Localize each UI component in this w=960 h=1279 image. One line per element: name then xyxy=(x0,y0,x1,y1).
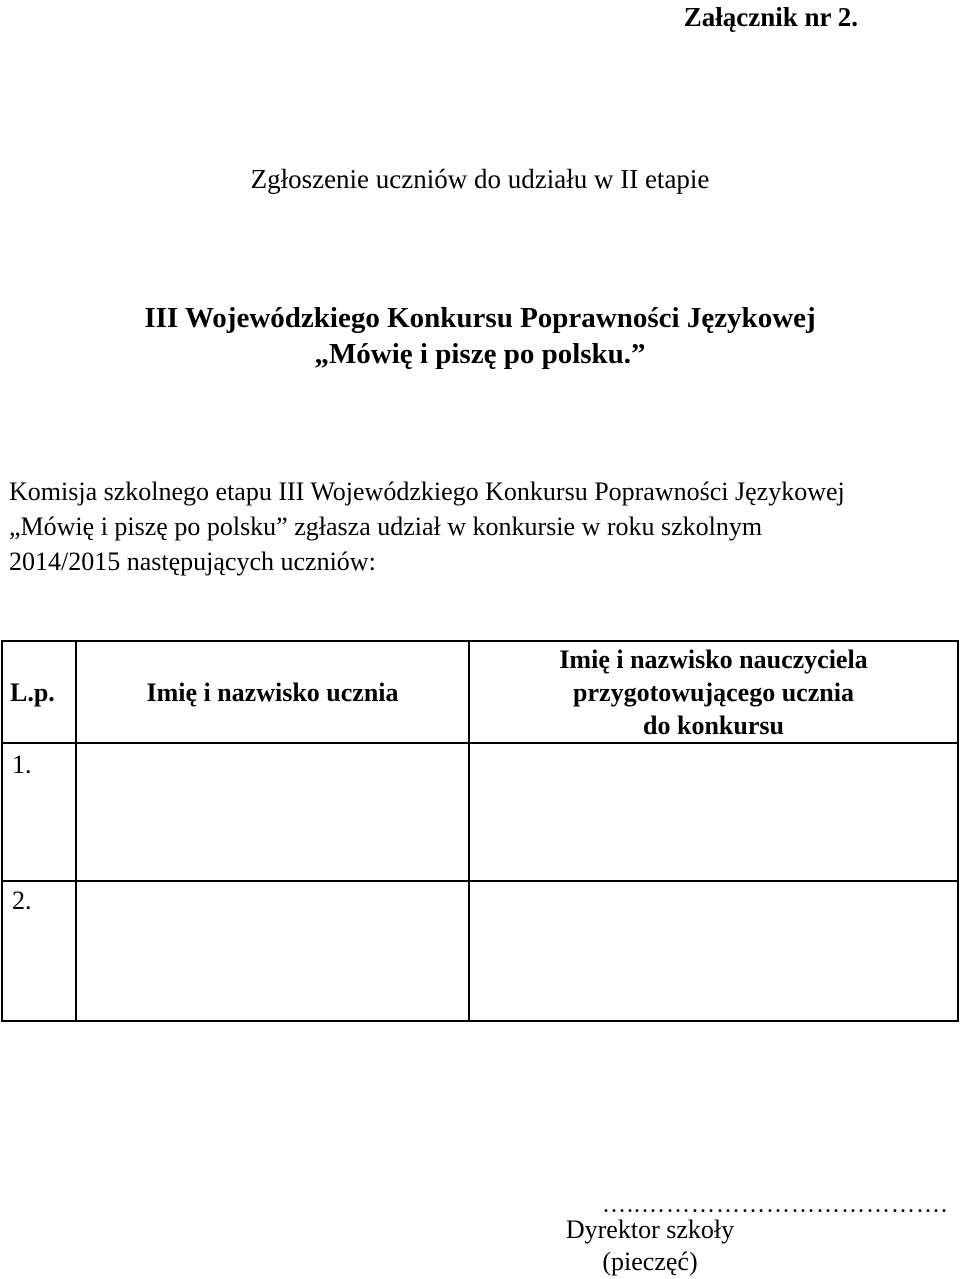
students-table xyxy=(1,640,959,1022)
student-name-cell[interactable] xyxy=(76,881,469,1021)
signature-block xyxy=(530,1214,770,1278)
intro-line-1: Komisja szkolnego etapu III Wojewódzkiego Konkursu Poprawności Językowej xyxy=(9,477,845,506)
signature-line: …..………………………………. xyxy=(602,1192,948,1218)
table-row xyxy=(2,743,958,881)
contest-title-line-1: III Wojewódzkiego Konkursu Poprawności Językowej xyxy=(144,302,816,334)
header-teacher-line-2: przygotowującego ucznia xyxy=(573,677,854,707)
document-subtitle: Zgłoszenie uczniów do udziału w II etapie xyxy=(250,164,710,194)
student-name-cell[interactable] xyxy=(76,743,469,881)
row-number: 2. xyxy=(2,881,76,1021)
intro-line-2: „Mówię i piszę po polsku” zgłasza udział w konkursie w roku szkolnym xyxy=(9,512,763,541)
table-header-row xyxy=(2,641,958,743)
row-number: 1. xyxy=(2,743,76,881)
stamp-label: (pieczęć) xyxy=(602,1247,698,1276)
header-lp: L.p. xyxy=(2,641,76,743)
header-student-name: Imię i nazwisko ucznia xyxy=(76,641,469,743)
header-teacher-name xyxy=(469,641,958,743)
director-label: Dyrektor szkoły xyxy=(565,1215,735,1244)
table-row xyxy=(2,881,958,1021)
intro-line-3: 2014/2015 następujących uczniów: xyxy=(9,547,376,576)
teacher-name-cell[interactable] xyxy=(469,881,958,1021)
contest-title-line-2: „Mówię i piszę po polsku.” xyxy=(314,338,646,370)
contest-title xyxy=(0,300,960,372)
annex-label: Załącznik nr 2. xyxy=(683,2,858,32)
header-teacher-line-1: Imię i nazwisko nauczyciela xyxy=(559,644,868,674)
intro-paragraph xyxy=(9,474,959,579)
teacher-name-cell[interactable] xyxy=(469,743,958,881)
header-teacher-line-3: do konkursu xyxy=(643,710,784,740)
